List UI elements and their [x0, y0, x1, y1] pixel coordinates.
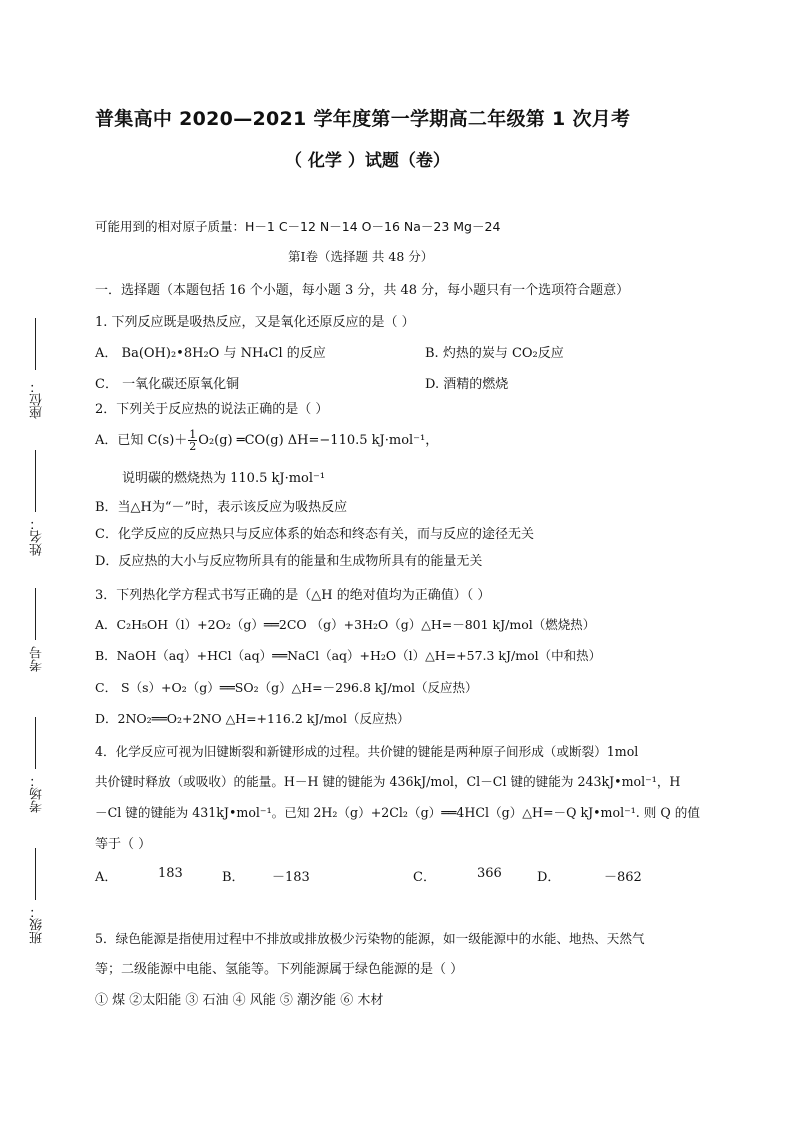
q4-line-2: 共价键时释放（或吸收）的能量。H－H 键的键能为 436kJ/mol，Cl－Cl 键的键能为 243kJ•mol⁻¹，H [95, 774, 681, 789]
q1-stem: 1. 下列反应既是吸热反应，又是氧化还原反应的是（ ） [95, 315, 415, 330]
q5-options: ① 煤 ②太阳能 ③ 石油 ④ 风能 ⑤ 潮汐能 ⑥ 木材 [95, 993, 384, 1008]
q4-line-4: 等于（ ） [95, 837, 152, 852]
q4-option-c-label: C． [413, 870, 436, 885]
exam-number-blank-line [35, 588, 36, 640]
q2-option-a [95, 428, 438, 454]
q2-option-b: B．当△H为“－”时，表示该反应为吸热反应 [95, 500, 348, 515]
q3-option-b: B．NaOH（aq）+HCl（aq）══NaCl（aq）+H₂O（l）△H=+57.3 kJ/mol（中和热） [95, 648, 602, 663]
seat-blank-line [35, 318, 36, 370]
exam-room-blank-line [35, 717, 36, 769]
q4-option-d-value: －862 [604, 870, 642, 885]
q3-option-d: D．2NO₂══O₂+2NO △H=+116.2 kJ/mol（反应热） [95, 711, 410, 726]
q4-option-a-label: A． [95, 870, 118, 885]
exam-room-label: 考场： [30, 774, 45, 813]
class-label: 班级： [30, 905, 45, 944]
q5-line-2: 等；二级能源中电能、氢能等。下列能源属于绿色能源的是（ ） [95, 962, 464, 977]
q3-option-c: C． S（s）+O₂（g）══SO₂（g）△H=－296.8 kJ/mol（反应热） [95, 680, 478, 695]
q5-line-1: 5．绿色能源是指使用过程中不排放或排放极少污染物的能源，如一级能源中的水能、地热、天然气 [95, 931, 645, 946]
q3-stem: 3．下列热化学方程式书写正确的是（△H 的绝对值均为正确值）（ ） [95, 588, 491, 603]
q2-option-a-continuation: 说明碳的燃烧热为 110.5 kJ·mol⁻¹ [122, 471, 326, 486]
name-label: 姓名： [30, 517, 45, 556]
exam-number-label: 考号 [30, 646, 45, 672]
q1-option-b: B. 灼热的炭与 CO₂反应 [425, 346, 564, 361]
q1-option-d: D. 酒精的燃烧 [425, 377, 509, 392]
fraction-half [188, 429, 197, 452]
exam-title: 普集高中 2020—2021 学年度第一学期高二年级第 1 次月考 [95, 108, 631, 130]
q4-option-a-value: 183 [158, 866, 183, 881]
q2-option-a-prefix: A．已知 C(s)＋ [95, 433, 188, 448]
q4-option-c-value: 366 [477, 866, 502, 881]
q1-option-a: A． Ba(OH)₂•8H₂O 与 NH₄Cl 的反应 [95, 346, 326, 361]
fraction-numerator: 1 [189, 428, 197, 441]
exam-subtitle: （ 化学 ）试题（卷） [285, 151, 450, 171]
q4-option-b-label: B． [222, 870, 245, 885]
q2-stem: 2．下列关于反应热的说法正确的是（ ） [95, 402, 329, 417]
q2-option-a-suffix: O₂(g) ═CO(g) ΔH=−110.5 kJ·mol⁻¹， [198, 433, 439, 448]
atomic-masses-line: 可能用到的相对原子质量：H－1 C－12 N－14 O－16 Na－23 Mg－24 [95, 219, 501, 234]
binding-margin [14, 0, 54, 1123]
name-blank-line [35, 450, 36, 512]
q1-option-c: C． 一氧化碳还原氧化铜 [95, 377, 240, 392]
fraction-denominator: 2 [189, 440, 197, 453]
q4-option-b-value: －183 [272, 870, 310, 885]
section-title: 第Ⅰ卷（选择题 共 48 分） [288, 249, 434, 264]
q2-option-d: D．反应热的大小与反应物所具有的能量和生成物所具有的能量无关 [95, 554, 483, 569]
q4-line-1: 4．化学反应可视为旧键断裂和新键形成的过程。共价键的键能是两种原子间形成（或断裂）1mol [95, 744, 639, 759]
seat-label: 座位： [30, 380, 45, 419]
q2-option-c: C．化学反应的反应热只与反应体系的始态和终态有关，而与反应的途径无关 [95, 527, 534, 542]
q3-option-a: A．C₂H₅OH（l）+2O₂（g）══2CO （g）+3H₂O（g）△H=－801 kJ/mol（燃烧热） [95, 617, 596, 632]
q4-option-d-label: D． [537, 870, 561, 885]
part-heading: 一．选择题（本题包括 16 个小题，每小题 3 分，共 48 分，每小题只有一个选项符合题意） [95, 283, 630, 298]
class-blank-line [35, 848, 36, 900]
q4-line-3: －Cl 键的键能为 431kJ•mol⁻¹。已知 2H₂（g）+2Cl₂（g）══4HCl（g）△H=－Q kJ•mol⁻¹. 则 Q 的值 [95, 805, 700, 820]
